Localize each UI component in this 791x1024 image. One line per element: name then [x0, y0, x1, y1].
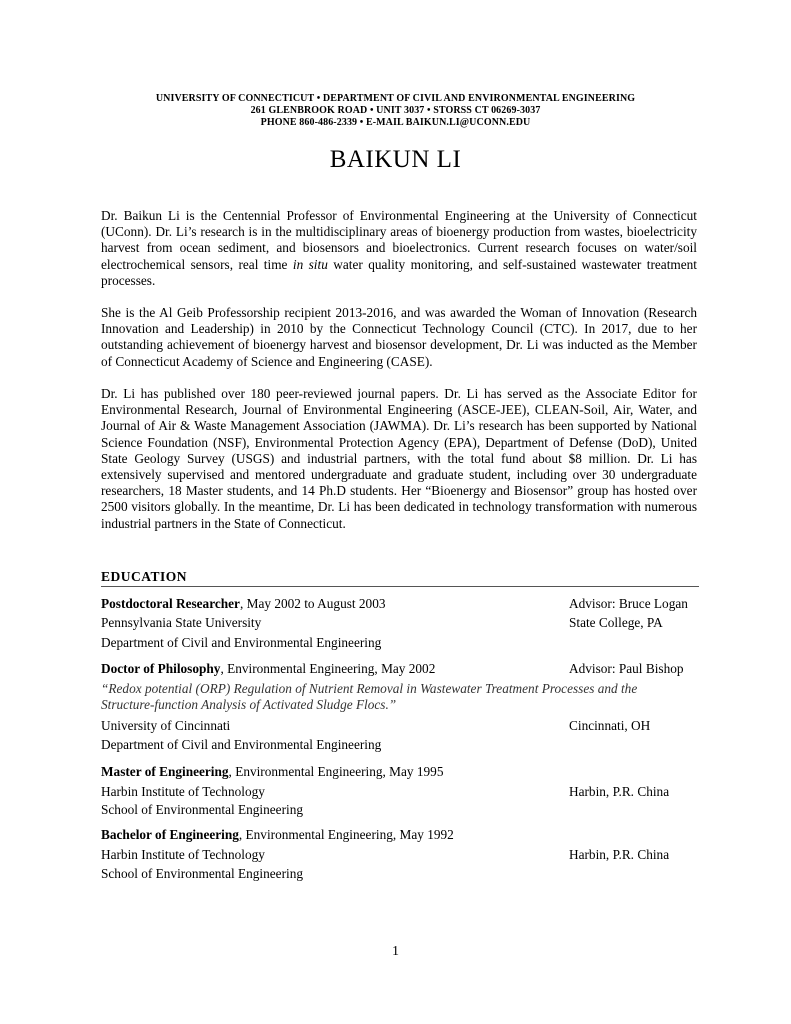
bio-paragraph-2: She is the Al Geib Professorship recipient 2013-2016, and was awarded the Woman of Innovation (Research Innovation and Leadership) in 2010 by the Connecticut Technology Council (CTC). In 2017, due to her outstanding achievement of bioenergy harvest and biosensor development, Dr. Li was inducted as the Member of Connecticut Academy of Science and Engineering (CASE).: [101, 305, 697, 369]
postdoc-department: Department of Civil and Environmental Engineering: [101, 635, 382, 650]
phd-title: Doctor of Philosophy: [101, 661, 221, 676]
phd-department: Department of Civil and Environmental Engineering: [101, 737, 382, 752]
phd-heading: [101, 661, 435, 677]
bio-paragraph-3: Dr. Li has published over 180 peer-reviewed journal papers. Dr. Li has served as the Associate Editor for Environmental Research, Journal of Environmental Engineering (ASCE-JEE), CLEAN-Soil, Air, Water, and Journal of Air & Waste Management Association (JAWMA). Dr. Li’s research has been supported by National Science Foundation (NSF), Environmental Protection Agency (EPA), Department of Defense (DoD), United State Geology Survey (USGS) and industrial partners, with the total fund about $8 million. Dr. Li has extensively supervised and mentored undergraduate and graduate student, including over 30 undergraduate researchers, 18 Master students, and 14 Ph.D students. Her “Bioenergy and Biosensor” group has hosted over 2500 visitors globally. In the meantime, Dr. Li has been dedicated in technology transformation with numerous industrial partners in the State of Connecticut.: [101, 386, 697, 531]
bio-p1-text-b: water quality monitoring, and self-sustained wastewater treatment processes.: [101, 256, 697, 288]
page-number: 1: [392, 944, 399, 959]
phd-thesis-line-2: Structure-function Analysis of Activated Sludge Flocs.”: [101, 697, 397, 712]
section-heading-education: EDUCATION: [101, 569, 188, 584]
phd-location: Cincinnati, OH: [569, 718, 651, 733]
header-affiliation: UNIVERSITY OF CONNECTICUT • DEPARTMENT OF CIVIL AND ENVIRONMENTAL ENGINEERING: [155, 93, 636, 104]
meng-heading: [101, 764, 443, 780]
postdoc-advisor: Advisor: Bruce Logan: [569, 596, 688, 611]
page-title: BAIKUN LI: [329, 146, 462, 173]
phd-advisor: Advisor: Paul Bishop: [569, 661, 684, 676]
beng-department: School of Environmental Engineering: [101, 866, 303, 881]
header-address: 261 GLENBROOK ROAD • UNIT 3037 • STORSS CT 06269-3037: [250, 105, 541, 116]
meng-location: Harbin, P.R. China: [569, 784, 670, 799]
meng-details: , Environmental Engineering, May 1995: [228, 764, 444, 779]
postdoc-dates: , May 2002 to August 2003: [239, 596, 386, 611]
meng-department: School of Environmental Engineering: [101, 802, 303, 817]
beng-location: Harbin, P.R. China: [569, 847, 670, 862]
beng-heading: [101, 827, 454, 843]
phd-institution: University of Cincinnati: [101, 718, 231, 733]
postdoc-institution: Pennsylvania State University: [101, 615, 262, 630]
postdoc-title: Postdoctoral Researcher: [101, 596, 240, 611]
beng-details: , Environmental Engineering, May 1992: [238, 827, 454, 842]
phd-thesis-line-1: “Redox potential (ORP) Regulation of Nutrient Removal in Wastewater Treatment Processes and the: [101, 681, 638, 696]
bio-p1-text-a: Dr. Baikun Li is the Centennial Professor of Environmental Engineering at the University of Connecticut (UConn). Dr. Li’s research is in the multidisciplinary areas of bioenergy production from wastes, bioelectricity harvest from ocean sediment, and biosensors and bioelectronics. Current research focuses on water/soil electrochemical sensors, real time: [101, 208, 697, 272]
meng-institution: Harbin Institute of Technology: [101, 784, 265, 799]
beng-institution: Harbin Institute of Technology: [101, 847, 265, 862]
meng-title: Master of Engineering: [101, 764, 229, 779]
bio-p1-italic: in situ: [292, 256, 328, 272]
phd-details: , Environmental Engineering, May 2002: [220, 661, 436, 676]
postdoc-heading: [101, 596, 386, 612]
beng-title: Bachelor of Engineering: [101, 827, 239, 842]
header-contact: PHONE 860-486-2339 • E-MAIL BAIKUN.LI@UCONN.EDU: [260, 117, 531, 128]
postdoc-location: State College, PA: [569, 615, 663, 630]
bio-paragraph-1: [101, 208, 697, 289]
section-divider: [101, 586, 699, 587]
